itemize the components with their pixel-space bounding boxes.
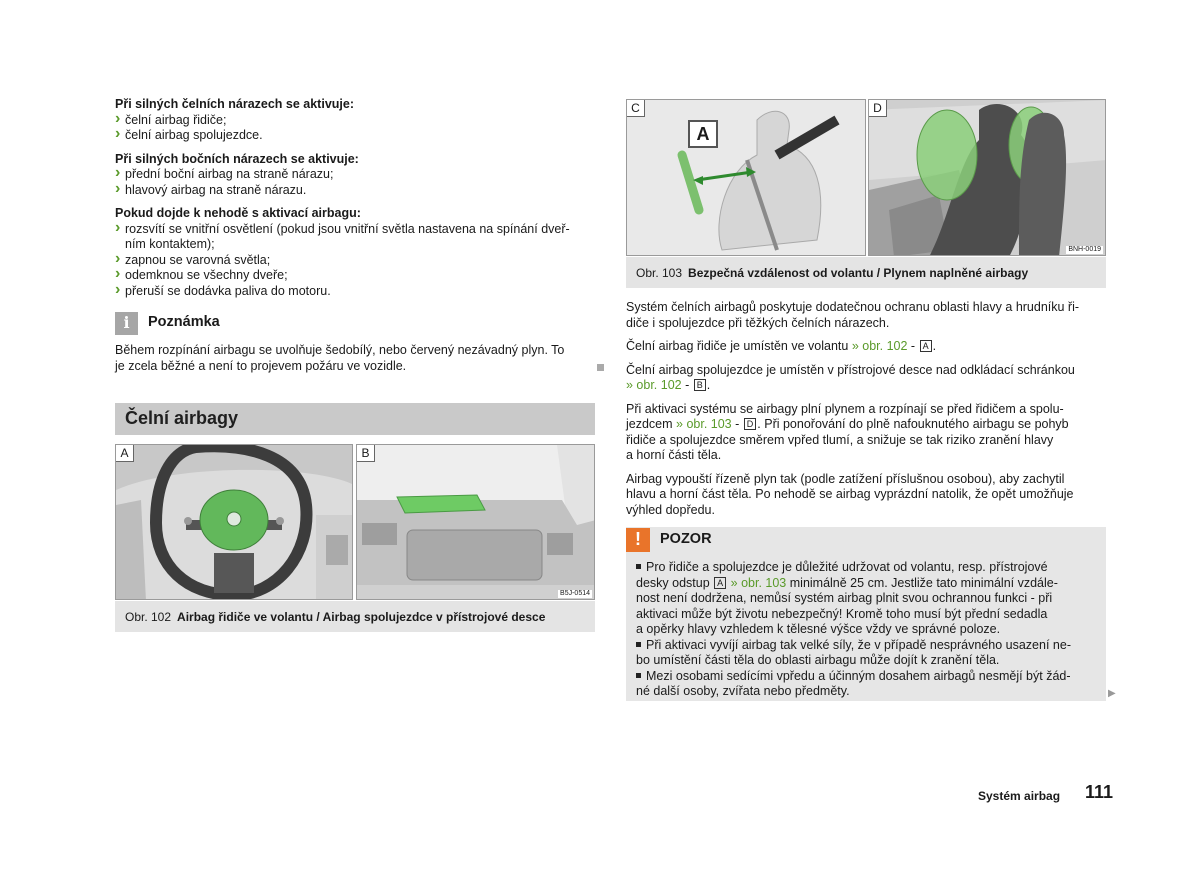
side-impact-block <box>115 152 595 199</box>
warning-line: né další osoby, zvířata nebo předměty. <box>636 684 850 698</box>
separator: - <box>910 339 916 353</box>
paragraph-line: řidiče a spolujezdce směrem vpřed tlumí, a snižuje se tak riziko zranění hlavy <box>626 432 1054 447</box>
warning-text: minimálně 25 cm. Jestliže tato minimální vzdále- <box>789 575 1058 590</box>
front-impact-block <box>115 97 595 144</box>
figure-code: B5J-0514 <box>560 590 590 597</box>
safe-distance-illustration <box>627 100 866 256</box>
figure-key-badge: A <box>714 577 726 589</box>
warning-bullet <box>626 669 1106 700</box>
list-item: › hlavový airbag na straně nárazu. <box>115 183 595 199</box>
list-item: › čelní airbag řidiče; <box>115 113 595 129</box>
paragraph-line: Airbag vypouští řízeně plyn tak (podle zatížení příslušnou osobou), aby zachytil <box>626 471 1065 486</box>
caption-number: Obr. 102 <box>125 610 172 624</box>
side-impact-heading: Při silných bočních nárazech se aktivuje: <box>115 151 359 166</box>
dashboard-illustration <box>357 445 595 600</box>
separator: - <box>685 378 690 392</box>
paragraph-text: . Při ponořování do plně nafouknutého airbagu se pohyb <box>757 417 1069 431</box>
bullet-square-icon <box>636 642 641 647</box>
figure-key-badge: A <box>920 340 932 352</box>
figure-103-caption <box>626 257 1106 288</box>
caption-text: Airbag řidiče ve volantu / Airbag spolujezdce v přístrojové desce <box>177 610 546 624</box>
figure-label: D <box>869 100 887 117</box>
paragraph-line: Při aktivaci systému se airbagy plní plynem a rozpínají se před řidičem a spolu- <box>626 401 1064 416</box>
warning-line: a opěrky hlavy vzhledem k tělesné výšce vždy ve správné poloze. <box>636 622 1001 636</box>
paragraph-line: a horní části těla. <box>626 448 722 462</box>
paragraph-line: Systém čelních airbagů poskytuje dodatečnou ochranu oblasti hlavy a hrudníku ři- <box>626 300 1080 314</box>
accident-block <box>115 206 595 299</box>
list-item: › odemknou se všechny dveře; <box>115 268 595 284</box>
steering-wheel-illustration <box>116 445 353 600</box>
list-item-continuation: ním kontaktem); <box>125 237 215 251</box>
paragraph <box>626 300 1106 331</box>
note-title: Poznámka <box>148 314 220 331</box>
figure-link[interactable]: » obr. 103 <box>676 417 732 431</box>
separator: - <box>735 417 740 431</box>
paragraph-line: výhled dopředu. <box>626 502 715 517</box>
list-item: › čelní airbag spolujezdce. <box>115 128 595 144</box>
warning-bullet <box>626 638 1106 669</box>
warning-title: POZOR <box>660 530 712 547</box>
footer-section-name: Systém airbag <box>978 789 1061 803</box>
figure-link[interactable]: » obr. 103 <box>730 575 787 590</box>
distance-callout: A <box>688 120 718 148</box>
paragraph-line: hlavu a horní část těla. Po nehodě se airbag vyprázdní natolik, že opět umožňuje <box>626 487 1074 501</box>
left-column <box>115 97 595 374</box>
figure-key-badge: D <box>744 418 757 430</box>
warning-bullet <box>626 560 1106 638</box>
paragraph: Čelní airbag řidiče je umístěn ve volantu » obr. 102 - A . <box>626 339 937 353</box>
section-end-mark <box>597 364 604 371</box>
figure-102-caption <box>115 601 595 632</box>
figure-103-c <box>626 99 866 256</box>
exclamation-icon: ! <box>626 528 650 552</box>
figure-link[interactable]: » obr. 102 <box>626 378 682 392</box>
paragraph-line: diče i spolujezdce při těžkých čelních nárazech. <box>626 315 890 330</box>
paragraph-text: jezdcem <box>626 417 673 431</box>
note-text-line: je zcela běžné a není to projevem požáru ve vozidle. <box>115 358 407 373</box>
paragraph-text: Čelní airbag řidiče je umístěn ve volantu <box>626 339 849 353</box>
warning-line: bo umístění části těla do oblasti airbagu může dojít k zranění těla. <box>636 653 1000 667</box>
caption-text: Bezpečná vzdálenost od volantu / Plynem naplněné airbagy <box>688 266 1029 280</box>
bullet-square-icon <box>636 564 641 569</box>
accident-heading: Pokud dojde k nehodě s aktivací airbagu: <box>115 206 361 220</box>
figure-link[interactable]: » obr. 102 <box>851 339 908 353</box>
continue-arrow-icon: ▶ <box>1108 688 1116 699</box>
list-item: › zapnou se varovná světla; <box>115 253 595 269</box>
note-box <box>115 311 595 374</box>
paragraph: Čelní airbag spolujezdce je umístěn v přístrojové desce nad odkládací schránkou » obr. 102 - B . <box>626 363 1106 394</box>
warning-box <box>626 527 1106 701</box>
bullet-square-icon <box>636 673 641 678</box>
caption-number: Obr. 103 <box>636 266 683 280</box>
figure-label: C <box>627 100 645 117</box>
section-title: Čelní airbagy <box>115 403 595 435</box>
list-item: › přední boční airbag na straně nárazu; <box>115 167 595 183</box>
inflated-airbags-illustration <box>869 100 1106 256</box>
warning-line: nost není dodržena, nemůsí systém airbag plnit svou ochrannou funkci - při <box>636 591 1053 605</box>
warning-line: Pro řidiče a spolujezdce je důležité udržovat od volantu, resp. přístrojové <box>646 560 1048 574</box>
front-impact-heading: Při silných čelních nárazech se aktivuje: <box>115 97 354 111</box>
figure-code: BNH-0019 <box>1068 246 1101 253</box>
paragraph <box>626 402 1106 464</box>
figure-label: B <box>357 445 375 462</box>
info-icon: i <box>115 312 138 335</box>
warning-line: Při aktivaci vyvíjí airbag tak velké síly, že v případě nesprávného usazení ne- <box>646 637 1071 652</box>
paragraph <box>626 472 1106 519</box>
note-text-line: Během rozpínání airbagu se uvolňuje šedobílý, nebo červený nezávadný plyn. To <box>115 343 565 357</box>
right-column-text <box>626 300 1106 526</box>
page-number: 111 <box>1085 782 1114 802</box>
list-item: › přeruší se dodávka paliva do motoru. <box>115 284 595 300</box>
paragraph-line: Čelní airbag spolujezdce je umístěn v přístrojové desce nad odkládací schránkou <box>626 362 1075 377</box>
list-item: › rozsvítí se vnitřní osvětlení (pokud jsou vnitřní světla nastavena na spínání dveř- <box>115 222 595 238</box>
figure-102-a <box>115 444 353 600</box>
figure-103-d <box>868 99 1106 256</box>
warning-text: desky odstup <box>636 575 710 590</box>
warning-line: aktivaci může být životu nebezpečný! Kromě toho musí být přední sedadla <box>636 606 1048 621</box>
warning-line: Mezi osobami sedícími vpředu a účinným dosahem airbagů nesmějí být žád- <box>646 668 1071 683</box>
figure-label: A <box>116 445 134 462</box>
figure-102-b <box>356 444 595 600</box>
figure-key-badge: B <box>694 379 706 391</box>
